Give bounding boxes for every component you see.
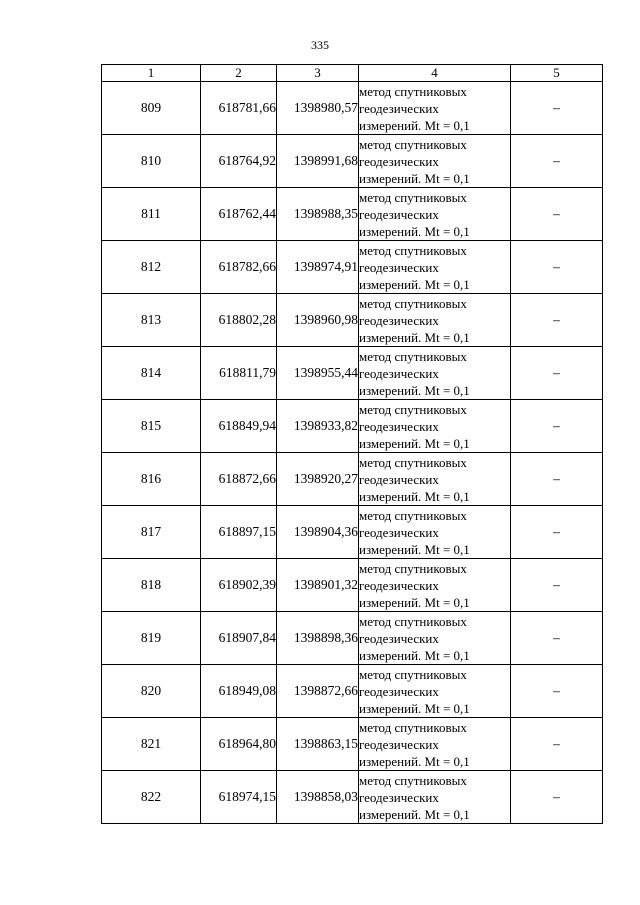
table-row — [102, 612, 603, 665]
x-coordinate-cell: 618802,28 — [201, 294, 277, 347]
x-coordinate-cell: 618762,44 — [201, 188, 277, 241]
note-cell: – — [511, 347, 603, 400]
method-cell — [359, 294, 511, 347]
method-line: метод спутниковых — [359, 560, 467, 576]
method-line: геодезических — [359, 471, 439, 487]
method-line: измерений. Mt = 0,1 — [359, 276, 470, 292]
point-number-cell: 819 — [102, 612, 201, 665]
method-line: метод спутниковых — [359, 242, 467, 258]
table-body — [102, 82, 603, 824]
y-coordinate-cell: 1398933,82 — [277, 400, 359, 453]
table-row — [102, 771, 603, 824]
method-cell — [359, 347, 511, 400]
method-cell — [359, 506, 511, 559]
point-number-cell: 820 — [102, 665, 201, 718]
method-line: метод спутниковых — [359, 136, 467, 152]
y-coordinate-cell: 1398920,27 — [277, 453, 359, 506]
method-line: метод спутниковых — [359, 295, 467, 311]
method-line: геодезических — [359, 206, 439, 222]
y-coordinate-cell: 1398955,44 — [277, 347, 359, 400]
method-line: метод спутниковых — [359, 507, 467, 523]
method-cell — [359, 188, 511, 241]
point-number-cell: 810 — [102, 135, 201, 188]
x-coordinate-cell: 618897,15 — [201, 506, 277, 559]
x-coordinate-cell: 618781,66 — [201, 82, 277, 135]
x-coordinate-cell: 618974,15 — [201, 771, 277, 824]
method-line: измерений. Mt = 0,1 — [359, 647, 470, 663]
point-number-cell: 816 — [102, 453, 201, 506]
point-number-cell: 818 — [102, 559, 201, 612]
table-row — [102, 241, 603, 294]
note-cell: – — [511, 135, 603, 188]
note-cell: – — [511, 771, 603, 824]
method-line: метод спутниковых — [359, 348, 467, 364]
method-line: измерений. Mt = 0,1 — [359, 700, 470, 716]
method-cell — [359, 718, 511, 771]
table-row — [102, 665, 603, 718]
column-header-2: 2 — [201, 65, 277, 82]
table-row — [102, 294, 603, 347]
method-line: метод спутниковых — [359, 189, 467, 205]
method-line: геодезических — [359, 577, 439, 593]
x-coordinate-cell: 618964,80 — [201, 718, 277, 771]
table-row — [102, 453, 603, 506]
note-cell: – — [511, 718, 603, 771]
method-line: геодезических — [359, 524, 439, 540]
method-line: геодезических — [359, 100, 439, 116]
method-line: геодезических — [359, 418, 439, 434]
y-coordinate-cell: 1398901,32 — [277, 559, 359, 612]
point-number-cell: 817 — [102, 506, 201, 559]
method-line: геодезических — [359, 630, 439, 646]
note-cell: – — [511, 559, 603, 612]
y-coordinate-cell: 1398991,68 — [277, 135, 359, 188]
method-line: геодезических — [359, 259, 439, 275]
method-line: измерений. Mt = 0,1 — [359, 435, 470, 451]
method-line: метод спутниковых — [359, 83, 467, 99]
y-coordinate-cell: 1398988,35 — [277, 188, 359, 241]
method-line: измерений. Mt = 0,1 — [359, 170, 470, 186]
column-header-1: 1 — [102, 65, 201, 82]
method-line: измерений. Mt = 0,1 — [359, 117, 470, 133]
table-row — [102, 718, 603, 771]
table-row — [102, 135, 603, 188]
method-cell — [359, 82, 511, 135]
method-cell — [359, 241, 511, 294]
method-line: измерений. Mt = 0,1 — [359, 329, 470, 345]
x-coordinate-cell: 618849,94 — [201, 400, 277, 453]
y-coordinate-cell: 1398980,57 — [277, 82, 359, 135]
x-coordinate-cell: 618949,08 — [201, 665, 277, 718]
point-number-cell: 811 — [102, 188, 201, 241]
method-cell — [359, 135, 511, 188]
point-number-cell: 821 — [102, 718, 201, 771]
x-coordinate-cell: 618811,79 — [201, 347, 277, 400]
note-cell: – — [511, 294, 603, 347]
method-line: измерений. Mt = 0,1 — [359, 541, 470, 557]
method-line: метод спутниковых — [359, 613, 467, 629]
y-coordinate-cell: 1398960,98 — [277, 294, 359, 347]
note-cell: – — [511, 188, 603, 241]
column-header-4: 4 — [359, 65, 511, 82]
note-cell: – — [511, 665, 603, 718]
point-number-cell: 812 — [102, 241, 201, 294]
table-row — [102, 506, 603, 559]
y-coordinate-cell: 1398858,03 — [277, 771, 359, 824]
y-coordinate-cell: 1398974,91 — [277, 241, 359, 294]
method-cell — [359, 453, 511, 506]
note-cell: – — [511, 612, 603, 665]
x-coordinate-cell: 618902,39 — [201, 559, 277, 612]
note-cell: – — [511, 82, 603, 135]
method-line: геодезических — [359, 365, 439, 381]
table-row — [102, 559, 603, 612]
table-row — [102, 82, 603, 135]
point-number-cell: 814 — [102, 347, 201, 400]
note-cell: – — [511, 453, 603, 506]
method-line: измерений. Mt = 0,1 — [359, 594, 470, 610]
y-coordinate-cell: 1398872,66 — [277, 665, 359, 718]
x-coordinate-cell: 618782,66 — [201, 241, 277, 294]
method-line: измерений. Mt = 0,1 — [359, 488, 470, 504]
method-line: метод спутниковых — [359, 454, 467, 470]
method-line: геодезических — [359, 153, 439, 169]
method-line: метод спутниковых — [359, 666, 467, 682]
method-line: метод спутниковых — [359, 401, 467, 417]
note-cell: – — [511, 400, 603, 453]
point-number-cell: 822 — [102, 771, 201, 824]
y-coordinate-cell: 1398898,36 — [277, 612, 359, 665]
method-cell — [359, 612, 511, 665]
method-line: метод спутниковых — [359, 719, 467, 735]
table-row — [102, 188, 603, 241]
method-line: метод спутниковых — [359, 772, 467, 788]
x-coordinate-cell: 618764,92 — [201, 135, 277, 188]
point-number-cell: 815 — [102, 400, 201, 453]
method-line: измерений. Mt = 0,1 — [359, 223, 470, 239]
method-cell — [359, 400, 511, 453]
note-cell: – — [511, 241, 603, 294]
method-line: геодезических — [359, 312, 439, 328]
note-cell: – — [511, 506, 603, 559]
table-header-row — [102, 65, 603, 82]
method-line: измерений. Mt = 0,1 — [359, 382, 470, 398]
page-number: 335 — [311, 38, 329, 52]
point-number-cell: 809 — [102, 82, 201, 135]
x-coordinate-cell: 618907,84 — [201, 612, 277, 665]
method-cell — [359, 771, 511, 824]
method-cell — [359, 559, 511, 612]
method-cell — [359, 665, 511, 718]
table-row — [102, 347, 603, 400]
x-coordinate-cell: 618872,66 — [201, 453, 277, 506]
method-line: измерений. Mt = 0,1 — [359, 806, 470, 822]
column-header-5: 5 — [511, 65, 603, 82]
method-line: геодезических — [359, 789, 439, 805]
y-coordinate-cell: 1398863,15 — [277, 718, 359, 771]
column-header-3: 3 — [277, 65, 359, 82]
point-number-cell: 813 — [102, 294, 201, 347]
method-line: измерений. Mt = 0,1 — [359, 753, 470, 769]
method-line: геодезических — [359, 683, 439, 699]
table-row — [102, 400, 603, 453]
coordinates-table — [101, 64, 603, 824]
y-coordinate-cell: 1398904,36 — [277, 506, 359, 559]
method-line: геодезических — [359, 736, 439, 752]
